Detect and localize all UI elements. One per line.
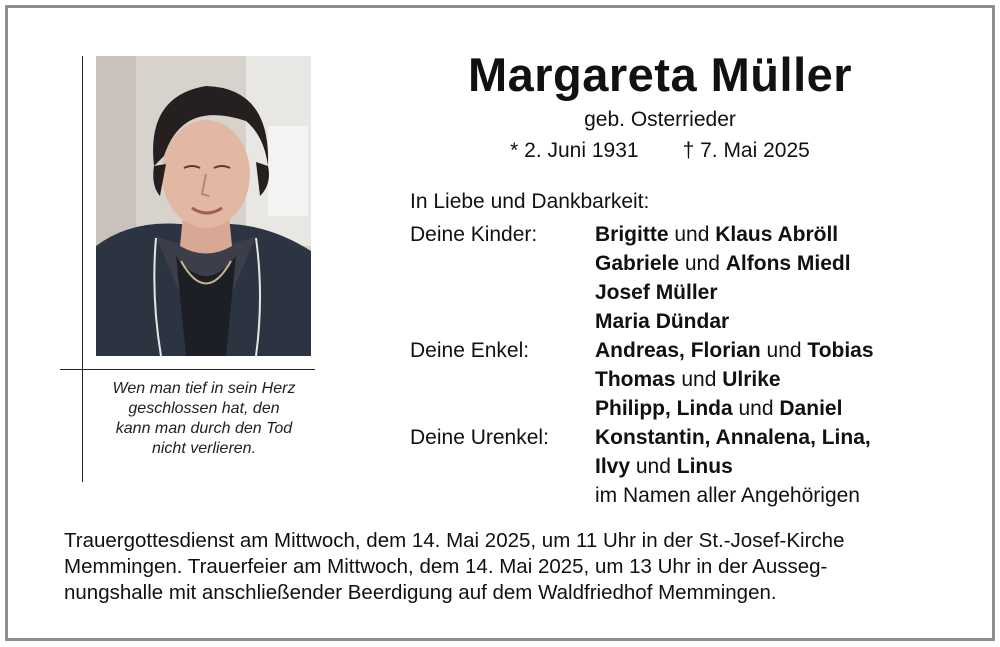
service-line: nungshalle mit anschließender Beerdigung auf dem Waldfriedhof Memmingen. [64,581,777,604]
mourner-line: Ilvy und Linus [595,455,733,478]
deceased-name: Margareta Müller [467,48,853,101]
grandchildren-label: Deine Enkel: [410,339,530,362]
quote-line: nicht verlieren. [151,440,257,457]
grandchildren-group [410,336,874,423]
mourner-line: Konstantin, Annalena, Lina, [595,426,871,449]
maiden-name: geb. Osterrieder [584,108,736,131]
children-label: Deine Kinder: [410,223,538,246]
mourner-line: Maria Dündar [595,310,730,333]
great-grandchildren-label: Deine Urenkel: [410,426,549,449]
service-line: Trauergottesdienst am Mittwoch, dem 14. Mai 2025, um 11 Uhr in der St.-Josef-Kirche [64,529,845,552]
quote-line: geschlossen hat, den [128,400,280,417]
mourner-line: Josef Müller [595,281,718,304]
vertical-rule [82,56,83,482]
memorial-quote [92,379,316,459]
birth-date: * 2. Juni 1931 [510,139,639,162]
mourner-line: Brigitte und Klaus Abröll [595,223,839,246]
mourners-list [410,220,874,510]
great-grandchildren-group [410,423,874,481]
death-date: † 7. Mai 2025 [682,139,810,162]
service-line: Memmingen. Trauerfeier am Mittwoch, dem 14. Mai 2025, um 13 Uhr in der Ausseg- [64,555,828,578]
horizontal-rule [60,369,315,370]
service-details [64,528,944,606]
mourner-line: Thomas und Ulrike [595,368,781,391]
intro-line: In Liebe und Dankbarkeit: [410,190,650,213]
mourner-line: Andreas, Florian und Tobias [595,339,874,362]
life-dates [420,138,900,164]
portrait-photo [96,56,311,356]
quote-line: Wen man tief in sein Herz [112,380,296,397]
mourner-line: Gabriele und Alfons Miedl [595,252,851,275]
quote-line: kann man durch den Tod [115,420,293,437]
mourner-line: Philipp, Linda und Daniel [595,397,843,420]
closing-line: im Namen aller Angehörigen [595,484,860,507]
children-group [410,220,874,336]
